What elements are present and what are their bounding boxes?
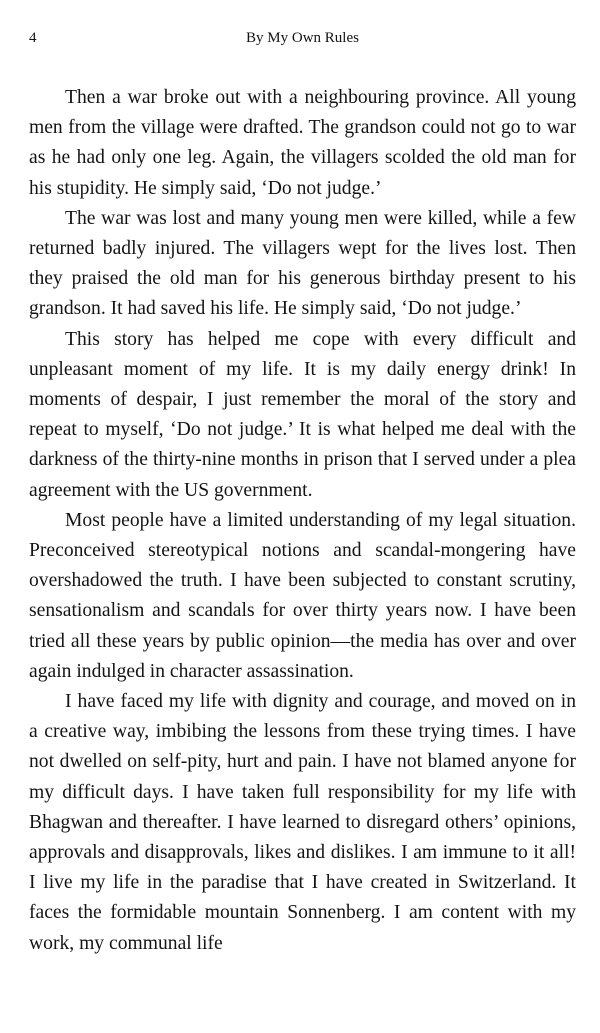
paragraph: I have faced my life with dignity and courage, and moved on in a creative way, imbibing the lessons from these trying times. I have not dwelled on self-pity, hurt and pain. I have not blamed anyone for my difficult days. I have taken full responsibility for my life with Bhagwan and thereafter. I have learned to disregard others’ opinions, approvals and disapprovals, likes and dislikes. I am immune to it all! I live my life in the paradise that I have created in Switzerland. It faces the formidable mountain Sonnenberg. I am content with my work, my communal life xyxy=(29,691,576,954)
paragraph: The war was lost and many young men were killed, while a few returned badly injured. The villagers wept for the lives lost. Then they praised the old man for his generous birthday present to his grandson. It had saved his life. He simply said, ‘Do not judge.’ xyxy=(29,207,576,320)
body-text xyxy=(29,83,576,959)
page-number: 4 xyxy=(29,30,37,46)
paragraph: Most people have a limited understanding of my legal situation. Preconceived stereotypical notions and scandal-mongering have overshadowed the truth. I have been subjected to constant scrutiny, sensationalism and scandals for over thirty years now. I have been tried all these years by public opinion—the media has over and over again indulged in character assassination. xyxy=(29,509,576,682)
paragraph: This story has helped me cope with every difficult and unpleasant moment of my life. It is my daily energy drink! In moments of despair, I just remember the moral of the story and repeat to myself, ‘Do not judge.’ It is what helped me deal with the darkness of the thirty-nine months in prison that I served under a plea agreement with the US government. xyxy=(29,328,576,501)
paragraph: Then a war broke out with a neighbouring province. All young men from the village were drafted. The grandson could not go to war as he had only one leg. Again, the villagers scolded the old man for his stupidity. He simply said, ‘Do not judge.’ xyxy=(29,87,576,199)
running-title: By My Own Rules xyxy=(246,30,359,46)
page-header xyxy=(29,30,576,52)
